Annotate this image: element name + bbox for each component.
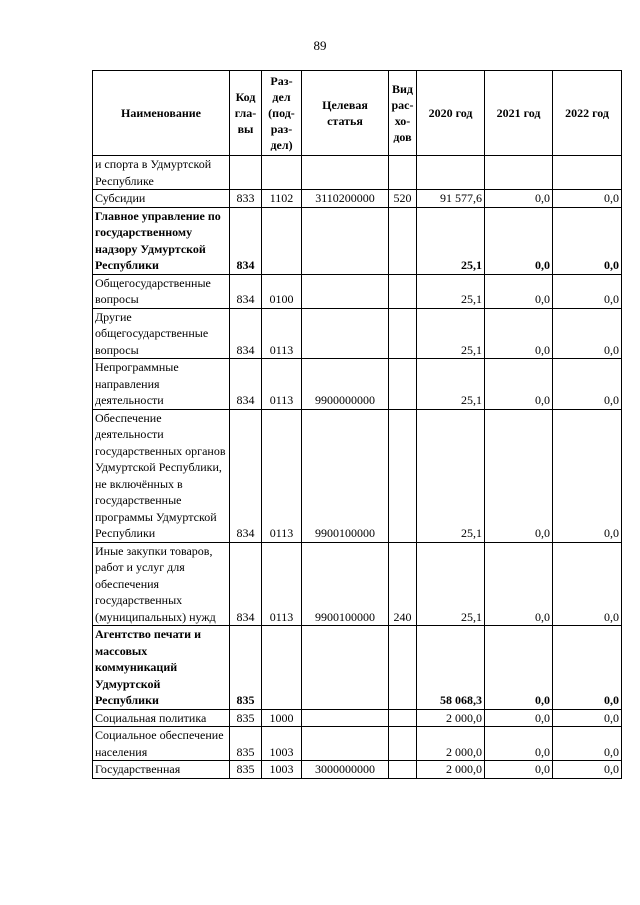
table-row xyxy=(93,156,622,190)
cell-y2020: 58 068,3 xyxy=(417,626,485,710)
cell-section: 1003 xyxy=(262,727,302,761)
table-row xyxy=(93,709,622,727)
header-2020: 2020 год xyxy=(417,71,485,156)
cell-expense xyxy=(389,761,417,779)
cell-y2022 xyxy=(553,156,622,190)
cell-expense xyxy=(389,626,417,710)
cell-target xyxy=(302,308,389,359)
cell-y2021: 0,0 xyxy=(485,542,553,626)
cell-target xyxy=(302,709,389,727)
cell-code: 833 xyxy=(230,190,262,208)
table-row xyxy=(93,626,622,710)
cell-name: Общегосударственные вопросы xyxy=(93,274,230,308)
cell-code: 834 xyxy=(230,274,262,308)
table-row xyxy=(93,727,622,761)
cell-y2022: 0,0 xyxy=(553,727,622,761)
header-code: Код гла- вы xyxy=(230,71,262,156)
cell-code: 834 xyxy=(230,359,262,410)
cell-expense xyxy=(389,409,417,542)
cell-code: 834 xyxy=(230,542,262,626)
cell-name: Иные закупки товаров, работ и услуг для обеспечения государственных (муниципальных) нужд xyxy=(93,542,230,626)
cell-y2022: 0,0 xyxy=(553,308,622,359)
cell-name: Другие общегосударственные вопросы xyxy=(93,308,230,359)
cell-y2022: 0,0 xyxy=(553,709,622,727)
cell-name: и спорта в Удмуртской Республике xyxy=(93,156,230,190)
cell-section: 1102 xyxy=(262,190,302,208)
table-row xyxy=(93,359,622,410)
header-section: Раз- дел (под- раз- дел) xyxy=(262,71,302,156)
cell-y2022: 0,0 xyxy=(553,626,622,710)
cell-code: 834 xyxy=(230,207,262,274)
table-row xyxy=(93,308,622,359)
cell-expense xyxy=(389,727,417,761)
cell-y2020: 25,1 xyxy=(417,409,485,542)
header-target: Целевая статья xyxy=(302,71,389,156)
cell-code: 835 xyxy=(230,626,262,710)
cell-y2020: 91 577,6 xyxy=(417,190,485,208)
cell-y2020: 25,1 xyxy=(417,308,485,359)
cell-name: Социальная политика xyxy=(93,709,230,727)
cell-code: 835 xyxy=(230,709,262,727)
table-row xyxy=(93,409,622,542)
cell-y2020: 2 000,0 xyxy=(417,709,485,727)
table-row xyxy=(93,761,622,779)
cell-y2021: 0,0 xyxy=(485,308,553,359)
cell-y2021: 0,0 xyxy=(485,409,553,542)
cell-code: 834 xyxy=(230,308,262,359)
cell-section xyxy=(262,626,302,710)
header-2021: 2021 год xyxy=(485,71,553,156)
cell-section xyxy=(262,207,302,274)
cell-section: 0100 xyxy=(262,274,302,308)
cell-target xyxy=(302,727,389,761)
cell-target: 9900000000 xyxy=(302,359,389,410)
cell-expense xyxy=(389,207,417,274)
cell-target xyxy=(302,156,389,190)
page-number: 89 xyxy=(313,38,327,53)
cell-y2022: 0,0 xyxy=(553,761,622,779)
cell-y2022: 0,0 xyxy=(553,542,622,626)
cell-y2021: 0,0 xyxy=(485,626,553,710)
cell-expense: 520 xyxy=(389,190,417,208)
header-expense: Вид рас- хо- дов xyxy=(389,71,417,156)
cell-y2022: 0,0 xyxy=(553,274,622,308)
cell-y2022: 0,0 xyxy=(553,359,622,410)
cell-y2022: 0,0 xyxy=(553,207,622,274)
cell-section: 0113 xyxy=(262,409,302,542)
cell-target xyxy=(302,207,389,274)
cell-y2021: 0,0 xyxy=(485,190,553,208)
cell-y2020: 25,1 xyxy=(417,207,485,274)
cell-y2021: 0,0 xyxy=(485,359,553,410)
table-row xyxy=(93,274,622,308)
table-body xyxy=(93,156,622,779)
cell-section: 1003 xyxy=(262,761,302,779)
cell-y2022: 0,0 xyxy=(553,190,622,208)
cell-expense: 240 xyxy=(389,542,417,626)
cell-name: Агентство печати и массовых коммуникаций Удмуртской Республики xyxy=(93,626,230,710)
cell-section: 1000 xyxy=(262,709,302,727)
cell-code: 835 xyxy=(230,727,262,761)
cell-target xyxy=(302,626,389,710)
cell-y2022: 0,0 xyxy=(553,409,622,542)
cell-expense xyxy=(389,709,417,727)
cell-target: 3000000000 xyxy=(302,761,389,779)
cell-expense xyxy=(389,359,417,410)
header-2022: 2022 год xyxy=(553,71,622,156)
cell-code xyxy=(230,156,262,190)
cell-name: Субсидии xyxy=(93,190,230,208)
cell-y2020: 25,1 xyxy=(417,359,485,410)
cell-section xyxy=(262,156,302,190)
cell-section: 0113 xyxy=(262,542,302,626)
cell-name: Обеспечение деятельности государственных органов Удмуртской Республики, не включённых в государственные программы Удмуртской Республики xyxy=(93,409,230,542)
cell-y2020: 2 000,0 xyxy=(417,727,485,761)
cell-expense xyxy=(389,308,417,359)
cell-y2021: 0,0 xyxy=(485,727,553,761)
cell-code: 834 xyxy=(230,409,262,542)
cell-name: Социальное обеспечение населения xyxy=(93,727,230,761)
cell-expense xyxy=(389,156,417,190)
cell-code: 835 xyxy=(230,761,262,779)
cell-y2020 xyxy=(417,156,485,190)
cell-target: 9900100000 xyxy=(302,542,389,626)
cell-y2021 xyxy=(485,156,553,190)
cell-expense xyxy=(389,274,417,308)
header-row xyxy=(93,71,622,156)
cell-name: Государственная xyxy=(93,761,230,779)
cell-target: 9900100000 xyxy=(302,409,389,542)
cell-section: 0113 xyxy=(262,308,302,359)
table-row xyxy=(93,207,622,274)
cell-y2020: 25,1 xyxy=(417,274,485,308)
cell-y2021: 0,0 xyxy=(485,274,553,308)
cell-name: Главное управление по государственному надзору Удмуртской Республики xyxy=(93,207,230,274)
cell-name: Непрограммные направления деятельности xyxy=(93,359,230,410)
cell-y2021: 0,0 xyxy=(485,207,553,274)
cell-target: 3110200000 xyxy=(302,190,389,208)
table-row xyxy=(93,190,622,208)
cell-target xyxy=(302,274,389,308)
cell-y2020: 25,1 xyxy=(417,542,485,626)
cell-y2021: 0,0 xyxy=(485,709,553,727)
table-row xyxy=(93,542,622,626)
cell-y2020: 2 000,0 xyxy=(417,761,485,779)
cell-section: 0113 xyxy=(262,359,302,410)
cell-y2021: 0,0 xyxy=(485,761,553,779)
budget-table xyxy=(92,70,622,779)
header-name: Наименование xyxy=(93,71,230,156)
